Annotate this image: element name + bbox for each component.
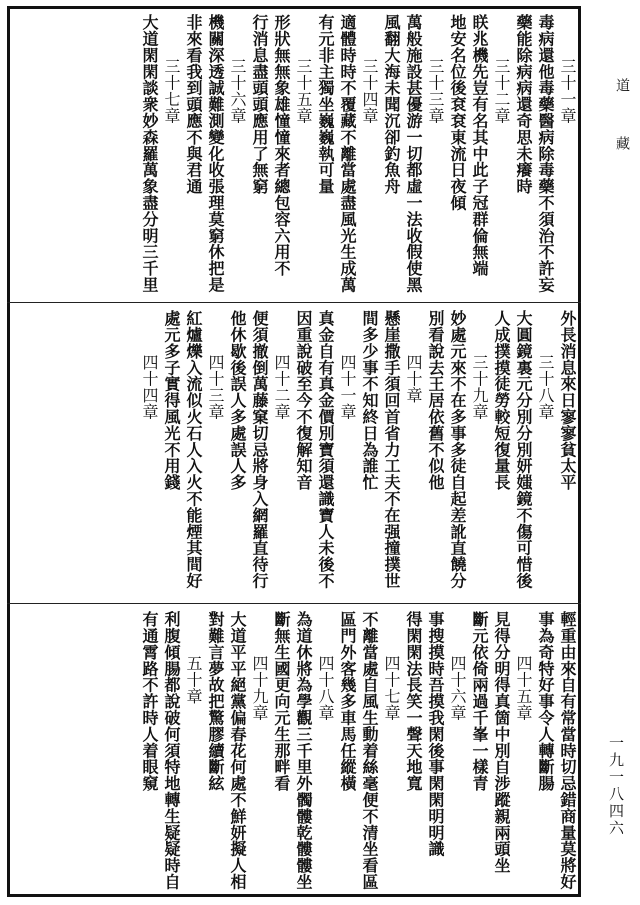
text-column: 間多少事不知終日為誰忙 <box>360 310 379 491</box>
chapter-heading: 四十二章 <box>272 354 291 420</box>
chapter-heading: 四十一章 <box>338 354 357 420</box>
text-column: 有元非主獨坐巍巍執可量 <box>316 14 335 195</box>
text-column: 因重說破至今不復解知音 <box>294 310 313 491</box>
text-column: 不離當處自風生動着絲毫便不清坐看區 <box>360 611 379 890</box>
column-group <box>139 607 578 893</box>
text-column: 毒病還他毒藥醫病除毒藥不須治不許妄 <box>536 14 555 293</box>
text-column: 藥能除病病還奇思未癢時 <box>514 14 533 195</box>
chapter-heading: 三十八章 <box>536 354 555 420</box>
text-panel-top <box>10 10 578 300</box>
text-column: 事搜摸時吾摸我閑後事閑閑明明識 <box>426 611 445 857</box>
chapter-heading: 四十六章 <box>448 655 467 721</box>
text-column: 懸崖撒手須回首省力工夫不在强撞撲世 <box>382 310 401 589</box>
chapter-heading: 五十章 <box>184 655 203 705</box>
chapter-heading: 四十九章 <box>250 655 269 721</box>
text-column: 別看說去王居依舊不似他 <box>426 310 445 491</box>
text-column: 外長消息來日寥寥貧太平 <box>558 310 577 491</box>
chapter-heading: 三十三章 <box>426 58 445 124</box>
text-column: 風翻大海未聞沉卻釣魚舟 <box>382 14 401 195</box>
chapter-heading: 三十六章 <box>228 58 247 124</box>
text-column: 機關深透誠難測變化收張理莫窮休把是 <box>206 14 225 293</box>
text-column: 地安名位後袞袞東流日夜傾 <box>448 14 467 211</box>
text-column: 利腹傾腸都說破何須特地轉生疑疑時自 <box>162 611 181 890</box>
panel-divider <box>7 302 581 303</box>
text-column: 妙處元來不在多事多徒自起差訛直饒分 <box>448 310 467 589</box>
text-column: 區門外客幾多車馬任縱橫 <box>338 611 357 792</box>
text-column: 適體時時不覆藏不離當處盡風光生成萬 <box>338 14 357 293</box>
text-column: 大道閑閑談衆妙森羅萬象盡分明三千里 <box>140 14 159 293</box>
text-column: 斷元依倚兩過千峯一樣青 <box>470 611 489 792</box>
text-column: 輕重由來自有常當時切忌錯商量莫將好 <box>558 611 577 890</box>
text-column: 便須撤倒萬藤窠切忌將身入網羅直待行 <box>250 310 269 589</box>
chapter-heading: 三十二章 <box>492 58 511 124</box>
text-panel-bottom <box>10 607 578 893</box>
text-column: 有通霄路不許時人着眼窺 <box>140 611 159 792</box>
text-column: 眹兆機先豈有名其中此子冠群倫無端 <box>470 14 489 277</box>
text-panel-middle <box>10 306 578 601</box>
chapter-heading: 四十八章 <box>316 655 335 721</box>
text-column: 行消息盡頭頭應用了無窮 <box>250 14 269 195</box>
chapter-heading: 三十一章 <box>558 58 577 124</box>
panel-divider <box>7 603 581 604</box>
chapter-heading: 四十五章 <box>514 655 533 721</box>
chapter-heading: 四十章 <box>404 354 423 404</box>
text-column: 事為奇特好事令人轉斷腸 <box>536 611 555 792</box>
text-column: 處元多子實得風光不用錢 <box>162 310 181 491</box>
chapter-heading: 三十五章 <box>294 58 313 124</box>
text-column: 大圓鏡裏元分別分別妍媸鏡不傷可惜後 <box>514 310 533 589</box>
text-column: 斷無生國更向元生那畔看 <box>272 611 291 792</box>
text-column: 人成撲摸徒勞較短復量長 <box>492 310 511 491</box>
chapter-heading: 四十七章 <box>382 655 401 721</box>
page-number: 一九一八四六 <box>607 735 625 837</box>
text-column: 得閑閑法長笑一聲天地寬 <box>404 611 423 792</box>
text-column: 他休歇後誤人多處誤人多 <box>228 310 247 491</box>
text-column: 非來看我到頭應不與君通 <box>184 14 203 195</box>
text-column: 真金自有真金價別寶須還識寶人未後不 <box>316 310 335 589</box>
text-column: 紅爐爍入流似火石人入火不能煙其間好 <box>184 310 203 589</box>
text-column: 對難言夢故把驚膠續斷絃 <box>206 611 225 792</box>
column-group <box>139 10 578 300</box>
column-group <box>139 306 578 601</box>
chapter-heading: 三十四章 <box>360 58 379 124</box>
chapter-heading: 四十三章 <box>206 354 225 420</box>
text-column: 見得分明得真箇中別自涉蹤親兩頭坐 <box>492 611 511 874</box>
chapter-heading: 三十七章 <box>162 58 181 124</box>
chapter-heading: 四十四章 <box>140 354 159 420</box>
text-column: 大道平平絕黨偏春花何處不鮮妍擬人相 <box>228 611 247 890</box>
collection-title: 道 藏 <box>614 78 630 164</box>
text-column: 形狀無無象雄憧憧來者總包容六用不 <box>272 14 291 277</box>
chapter-heading: 三十九章 <box>470 354 489 420</box>
text-column: 為道休將為學觀三千里外髑髏乾髏髏坐 <box>294 611 313 890</box>
text-column: 萬般施設甚優游一切都虛一法收假使黑 <box>404 14 423 293</box>
